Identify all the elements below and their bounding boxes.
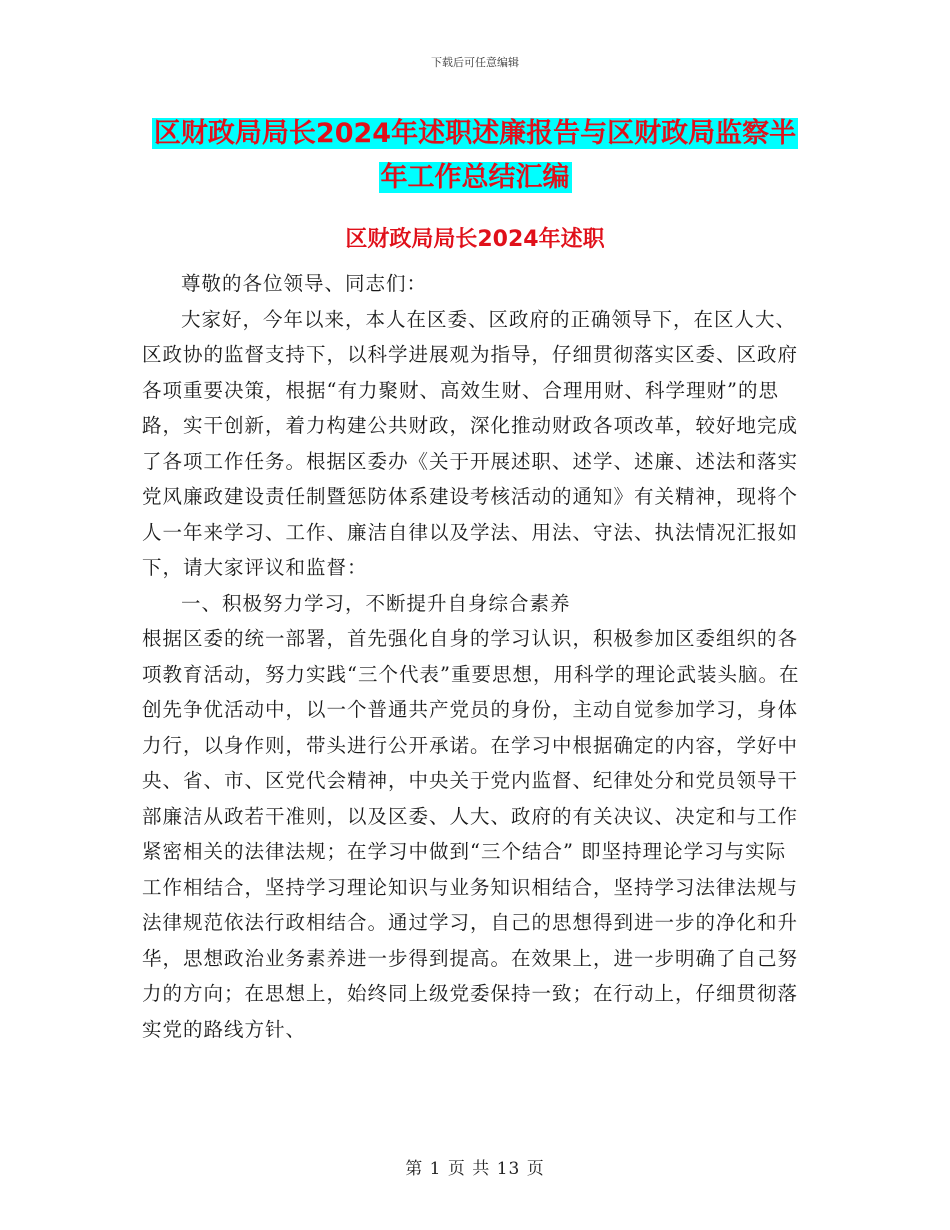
header-note: 下载后可任意编辑 <box>431 56 519 69</box>
document-body <box>142 266 802 1047</box>
document-title <box>0 112 950 200</box>
salutation: 尊敬的各位领导、同志们： <box>181 272 428 295</box>
section-title: 区财政局局长2024年述职 <box>345 227 605 252</box>
document-title-line-2: 年工作总结汇编 <box>380 162 570 193</box>
document-title-line-1: 区财政局局长2024年述职述廉报告与区财政局监察半 <box>153 118 797 149</box>
paragraph-study: 根据区委的统一部署，首先强化自身的学习认识，积极参加区委组织的各项教育活动，努力实践“三个代表”重要思想，用科学的理论武装头脑。在创先争优活动中，以一个普通共产党员的身份，主动自觉参加学习，身体力行，以身作则，带头进行公开承诺。在学习中根据确定的内容，学好中央、省、市、区党代会精神，中央关于党内监督、纪律处分和党员领导干部廉洁从政若干准则，以及区委、人大、政府的有关决议、决定和与工作紧密相关的法律法规；在学习中做到“三个结合” 即坚持理论学习与实际工作相结合，坚持学习理论知识与业务知识相结合，坚持学习法律法规与法律规范依法行政相结合。通过学习，自己的思想得到进一步的净化和升华，思想政治业务素养进一步得到提高。在效果上，进一步明确了自己努力的方向；在思想上，始终同上级党委保持一致；在行动上，仔细贯彻落实党的路线方针、 <box>142 627 800 1041</box>
heading-study: 一、积极努力学习，不断提升自身综合素养 <box>181 591 571 615</box>
paragraph-intro: 大家好，今年以来，本人在区委、区政府的正确领导下，在区人大、区政协的监督支持下，以科学进展观为指导，仔细贯彻落实区委、区政府各项重要决策，根据“有力聚财、高效生财、合理用财、科学理财”的思路，实干创新，着力构建公共财政，深化推动财政各项改革，较好地完成了各项工作任务。根据区委办《关于开展述职、述学、述廉、述法和落实党风廉政建设责任制暨惩防体系建设考核活动的通知》有关精神，现将个人一年来学习、工作、廉洁自律以及学法、用法、守法、执法情况汇报如下，请大家评议和监督： <box>142 307 799 579</box>
page-number: 第 1 页 共 13 页 <box>405 1159 545 1179</box>
